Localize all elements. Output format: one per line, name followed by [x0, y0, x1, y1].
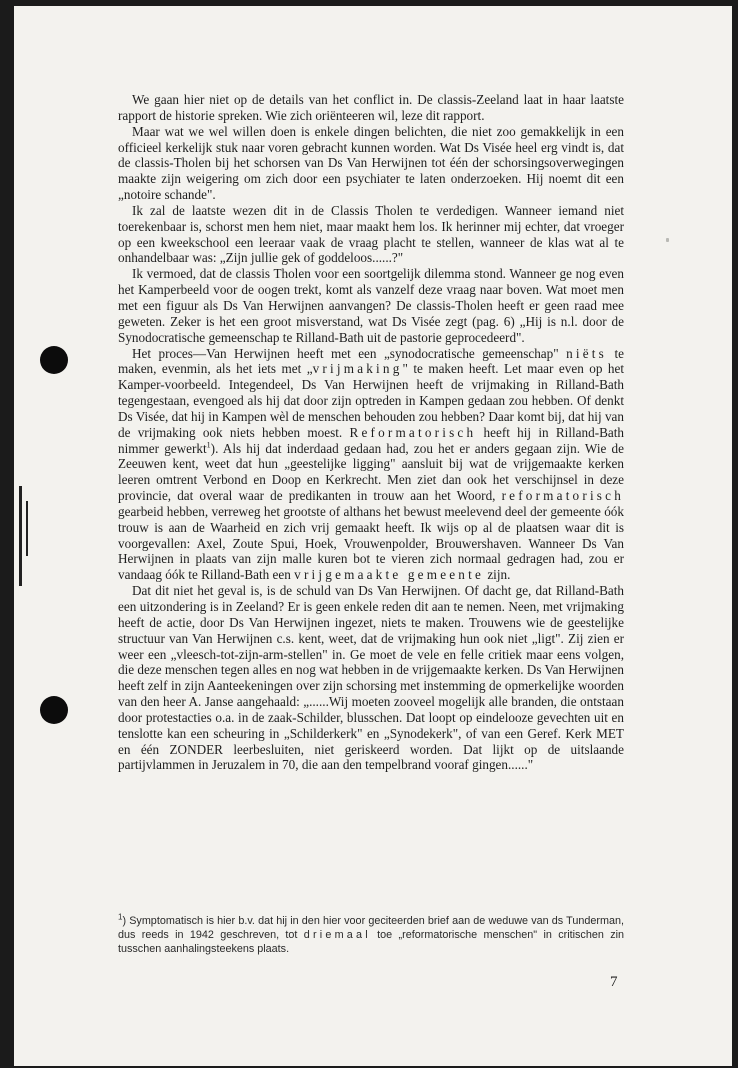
paragraph: We gaan hier niet op de details van het conflict in. De classis-Zeeland laat in haar laatste rapport de historie spreken. Wie zich oriënteeren wil, leze dit rapport.: [118, 92, 624, 123]
text-run: gearbeid hebben, verreweg het grootste of althans het bewust meelevend deel der gemeente óók trouw is aan de Waarheid en zich vrij gemaakt heeft. Ik wijs op al de plaatsen waar dit is voorgevallen: Axel, Zoute Spui, Hoek, Vrouwenpolder, Brouwershaven. Wanneer Ds Van Herwijnen in plaats van zijn malle kuren bot te vieren zich normaal gedragen had, zou er vandaag óók te Rilland-Bath een: [118, 503, 624, 583]
footnote-reference: 1: [206, 440, 211, 450]
scan-edge-mark: [19, 486, 22, 586]
paragraph: Ik zal de laatste wezen dit in de Classis Tholen te verdedigen. Wanneer iemand niet toerekenbaar is, schorst men hem niet, maar maakt hem los. Ik herinner mij echter, dat vroeger op een kweekschool een leeraar vaak de vraag placht te stellen, wanneer de klas wat al te onhandelbaar was: „Zijn jullie gek of goddeloos......?": [118, 202, 624, 266]
spaced-emphasis: vrijgemaakte gemeente: [294, 567, 485, 583]
binder-hole: [40, 696, 68, 724]
text-run: ). Als hij dat inderdaad gedaan had, zou het er anders gegaan zijn. Wie de Zeeuwen kent, weet dat hun „geestelijke ligging" aansluit bij wat de vrijgemaakte kerken leeren omtrent Verbond en Doop en Kerkrecht. Men ziet dan ook het verschijnsel in deze provincie, dat overal waar de predikanten in trouw aan het Woord,: [118, 440, 624, 504]
text-run: " te maken heeft. Let maar even op het Kamper-voorbeeld. Integendeel, Ds Van Herwijnen heeft de vrijmaking in Rilland-Bath tegengestaan, evengoed als hij dat door zijn optreden in Kampen gedaan zou hebben. Of denkt Ds Visée, dat hij in Kampen wèl de menschen behouden zou hebben? Daar komt bij, dat hij van de vrijmaking ook niets hebben moest.: [118, 361, 625, 440]
text-run: zijn.: [484, 567, 511, 583]
spaced-emphasis: driemaal: [303, 929, 371, 941]
scan-edge-mark: [26, 501, 28, 556]
spaced-emphasis: Reformatorisch: [349, 424, 477, 440]
paragraph: [118, 346, 624, 584]
paragraph: Dat dit niet het geval is, is de schuld van Ds Van Herwijnen. Of dacht ge, dat Rilland-Bath een uitzondering is in Zeeland? Er is geen enkele reden dit aan te nemen. Neen, met vrijmaking heeft de actie, door Ds Van Herwijnen ingezet, niets te maken. Trouwens wie de geestelijke structuur van Van Herwijnen c.s. kent, weet, dat de vrijmaking hun ook niet „ligt". Zij zien er weer een „vleesch-tot-zijn-arm-stellen" in. Ge moet de vele en felle critiek maar eens volgen, die deze menschen tegen alles en nog wat hebben in de vrijgemaakte kerken. Ds Van Herwijnen heeft zelf in zijn Aanteekeningen over zijn schorsing met instemming de opmerkelijke woorden van den heer A. Janse aangehaald: „......Wij moeten zooveel mogelijk alle branden, die ontstaan door protestacties o.a. in de zaak-Schilder, blusschen. Dat loopt op eindelooze gevechten uit en tenslotte kan een scheuring in „Schilderkerk" en „Synodekerk", of van een Geref. Kerk MET en één ZONDER leerbesluiten, niet geriskeerd worden. Dat lijkt op de uitslaande partijvlammen in Jeruzalem in 70, die aan den tempelbrand vooraf gingen......": [118, 583, 624, 773]
scan-speck: [666, 238, 669, 242]
spaced-emphasis: vrijmaking: [312, 361, 403, 377]
footnote: [118, 914, 624, 956]
body-text: [118, 92, 624, 773]
text-run: ) Symptomatisch is hier b.v. dat hij in den hier voor geciteerden brief aan de weduwe van ds Tunderman, dus reeds in 1942 geschreven, tot: [118, 915, 624, 941]
text-run: te maken, evenmin, als het iets met „: [118, 345, 624, 377]
document-page: [14, 6, 732, 1066]
text-run: toe „reformatorische menschen" in critischen zin tusschen aanhalingsteekens plaats.: [118, 929, 624, 955]
text-run: heeft hij in Rilland-Bath nimmer gewerkt: [118, 424, 624, 456]
page-number: 7: [610, 974, 618, 990]
spaced-emphasis: reformatorisch: [501, 488, 624, 504]
binder-hole: [40, 346, 68, 374]
footnote-marker: 1: [118, 912, 123, 922]
paragraph: Maar wat we wel willen doen is enkele dingen belichten, die niet zoo gemakkelijk in een officieel kerkelijk stuk naar voren gebracht kunnen worden. Wat Ds Visée heel erg vindt is, dat de classis-Tholen bij het schorsen van Ds Van Herwijnen tot één der schorsingsoverwegingen maakte zijn weigering om zich door een psychiater te laten onderzoeken. Hij noemt dit een „notoire schande".: [118, 123, 624, 203]
paragraph: Ik vermoed, dat de classis Tholen voor een soortgelijk dilemma stond. Wanneer ge nog even het Kamperbeeld voor de oogen trekt, komt als vanzelf deze vraag naar boven. Wat moet men met een figuur als Ds Van Herwijnen aanvangen? De classis-Tholen heeft er geen raad mee geweten. Zeker is het een groot misverstand, wat Ds Visée zegt (pag. 6) „Hij is n.l. door de Synodocratische gemeenschap te Rilland-Bath uit de pastorie geprocedeerd".: [118, 266, 624, 345]
spaced-emphasis: niëts: [566, 345, 608, 361]
text-run: Het proces—Van Herwijnen heeft met een „synodocratische gemeenschap": [132, 345, 567, 361]
